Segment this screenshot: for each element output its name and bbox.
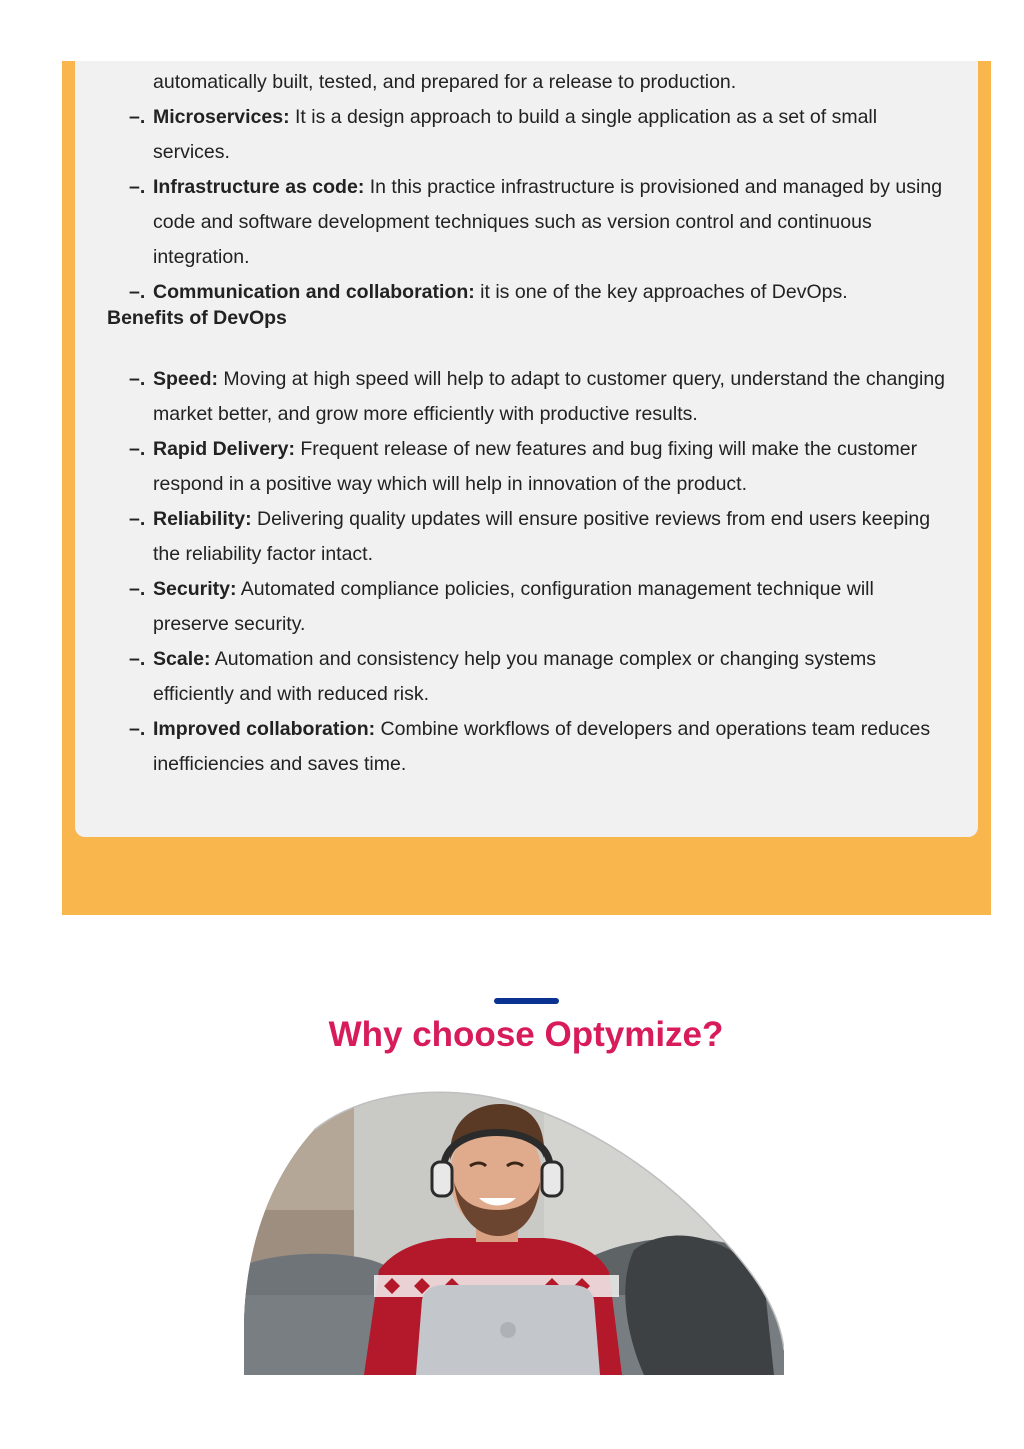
- person-with-laptop-illustration: [244, 1090, 784, 1375]
- list-item-text: In this practice infrastructure is provisioned and managed by using code and software development techniques such as version control and continuous integration.: [153, 176, 943, 268]
- list-item-reliability: [75, 502, 978, 572]
- list-item-text: Moving at high speed will help to adapt to customer query, understand the changing market better, and grow more efficiently with productive results.: [153, 368, 946, 425]
- list-item-security: [75, 572, 978, 642]
- section-accent-bar: [494, 998, 559, 1004]
- list-item-term: Reliability:: [153, 508, 252, 530]
- bullet-dash: –.: [129, 281, 146, 303]
- list-item-text: it is one of the key approaches of DevOps.: [474, 281, 848, 303]
- list-item-text: Combine workflows of developers and operations team reduces inefficiencies and saves time.: [153, 718, 931, 775]
- list-item-term: Improved collaboration:: [153, 718, 376, 740]
- bullet-dash: –.: [129, 438, 146, 460]
- bullet-dash: –.: [129, 106, 146, 128]
- list-item-continuation: [75, 65, 978, 100]
- bullet-dash: –.: [129, 176, 146, 198]
- section-title: Why choose Optymize?: [328, 1015, 724, 1054]
- list-item-scale: [75, 642, 978, 712]
- list-item-term: Infrastructure as code:: [153, 176, 365, 198]
- list-item-rapid-delivery: [75, 432, 978, 502]
- bullet-dash: –.: [129, 718, 146, 740]
- list-item-microservices: [75, 100, 978, 170]
- list-item-term: Rapid Delivery:: [153, 438, 295, 460]
- list-item-text: It is a design approach to build a single application as a set of small services.: [153, 106, 878, 163]
- content-card: [75, 61, 978, 837]
- practices-list: [75, 65, 978, 310]
- list-item-text: Frequent release of new features and bug fixing will make the customer respond in a positive way which will help in innovation of the product.: [153, 438, 918, 495]
- list-item-term: Scale:: [153, 648, 211, 670]
- list-item-text: Automated compliance policies, configuration management technique will preserve security.: [153, 578, 874, 635]
- list-item-text: Automation and consistency help you manage complex or changing systems efficiently and with reduced risk.: [153, 648, 876, 705]
- list-item-improved-collaboration: [75, 712, 978, 782]
- list-item-infrastructure-as-code: [75, 170, 978, 275]
- list-item-term: Speed:: [153, 368, 219, 390]
- bullet-dash: –.: [129, 578, 146, 600]
- list-item-term: Microservices:: [153, 106, 290, 128]
- benefits-heading: Benefits of DevOps: [107, 307, 287, 329]
- list-item-speed: [75, 362, 978, 432]
- list-item-text: Delivering quality updates will ensure positive reviews from end users keeping the reliability factor intact.: [153, 508, 931, 565]
- bullet-dash: –.: [129, 368, 146, 390]
- list-item-text: automatically built, tested, and prepared for a release to production.: [153, 71, 737, 93]
- bullet-dash: –.: [129, 648, 146, 670]
- bullet-dash: –.: [129, 508, 146, 530]
- benefits-list: [75, 362, 978, 782]
- list-item-term: Security:: [153, 578, 237, 600]
- hero-photo: [244, 1090, 784, 1375]
- list-item-term: Communication and collaboration:: [153, 281, 475, 303]
